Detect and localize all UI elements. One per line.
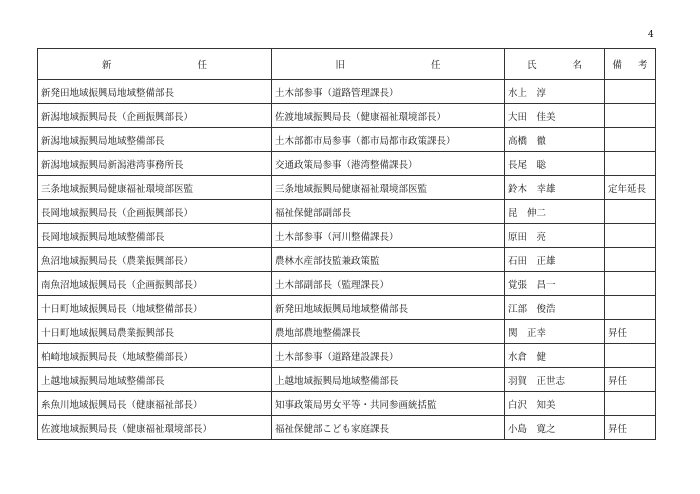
table-row: [38, 296, 656, 320]
name-cell: 昆 伸二: [505, 200, 605, 224]
remarks-cell: [605, 296, 656, 320]
table-row: [38, 224, 656, 248]
name-cell: 羽賀 正世志: [505, 368, 605, 392]
old-post-cell: 土木部副部長（監理課長）: [272, 272, 505, 296]
remarks-cell: [605, 344, 656, 368]
header-new-post: [38, 49, 272, 80]
remarks-cell: [605, 104, 656, 128]
new-post-cell: 新潟地域振興局地域整備部長: [38, 128, 272, 152]
old-post-cell: 交通政策局参事（港湾整備課長）: [272, 152, 505, 176]
name-cell: 覚張 昌一: [505, 272, 605, 296]
name-cell: 石田 正雄: [505, 248, 605, 272]
table-row: [38, 392, 656, 416]
new-post-cell: 十日町地域振興局長（地域整備部長）: [38, 296, 272, 320]
old-post-cell: 知事政策局男女平等・共同参画統括監: [272, 392, 505, 416]
table-row: [38, 344, 656, 368]
table-row: [38, 176, 656, 200]
personnel-table: [37, 48, 656, 440]
header-row: [38, 49, 656, 80]
name-cell: 関 正幸: [505, 320, 605, 344]
new-post-cell: 新潟地域振興局長（企画振興部長）: [38, 104, 272, 128]
name-cell: 小島 寛之: [505, 416, 605, 440]
remarks-cell: 定年延長: [605, 176, 656, 200]
old-post-cell: 佐渡地域振興局長（健康福祉環境部長）: [272, 104, 505, 128]
table-row: [38, 200, 656, 224]
header-remarks: [605, 49, 656, 80]
table-row: [38, 368, 656, 392]
old-post-cell: 新発田地域振興局地域整備部長: [272, 296, 505, 320]
new-post-cell: 魚沼地域振興局長（農業振興部長）: [38, 248, 272, 272]
header-remarks-char1: 備: [612, 60, 622, 71]
old-post-cell: 上越地域振興局地域整備部長: [272, 368, 505, 392]
page-number: 4: [648, 30, 654, 40]
new-post-cell: 長岡地域振興局長（企画振興部長）: [38, 200, 272, 224]
header-new-char2: 任: [197, 60, 208, 71]
new-post-cell: 佐渡地域振興局長（健康福祉環境部長）: [38, 416, 272, 440]
old-post-cell: 福祉保健部副部長: [272, 200, 505, 224]
old-post-cell: 農地部農地整備課長: [272, 320, 505, 344]
new-post-cell: 上越地域振興局地域整備部長: [38, 368, 272, 392]
header-old-char1: 旧: [335, 60, 345, 71]
old-post-cell: 農林水産部技監兼政策監: [272, 248, 505, 272]
remarks-cell: [605, 272, 656, 296]
remarks-cell: [605, 200, 656, 224]
new-post-cell: 十日町地域振興局農業振興部長: [38, 320, 272, 344]
table-row: [38, 320, 656, 344]
name-cell: 白沢 知美: [505, 392, 605, 416]
remarks-cell: [605, 224, 656, 248]
remarks-cell: [605, 128, 656, 152]
old-post-cell: 土木部参事（道路建設課長）: [272, 344, 505, 368]
new-post-cell: 糸魚川地域振興局長（健康福祉部長）: [38, 392, 272, 416]
remarks-cell: 昇任: [605, 416, 656, 440]
table-row: [38, 248, 656, 272]
name-cell: 鈴木 幸雄: [505, 176, 605, 200]
remarks-cell: [605, 392, 656, 416]
new-post-cell: 新潟地域振興局新潟港湾事務所長: [38, 152, 272, 176]
new-post-cell: 新発田地域振興局地域整備部長: [38, 80, 272, 104]
name-cell: 水倉 健: [505, 344, 605, 368]
table-row: [38, 416, 656, 440]
old-post-cell: 三条地域振興局健康福祉環境部医監: [272, 176, 505, 200]
header-old-post: [272, 49, 505, 80]
name-cell: 長尾 聡: [505, 152, 605, 176]
header-old-char2: 任: [431, 60, 441, 71]
header-remarks-char2: 考: [638, 60, 648, 71]
table-row: [38, 152, 656, 176]
table-row: [38, 80, 656, 104]
old-post-cell: 土木部都市局参事（都市局都市政策課長）: [272, 128, 505, 152]
table-row: [38, 128, 656, 152]
new-post-cell: 長岡地域振興局地域整備部長: [38, 224, 272, 248]
new-post-cell: 三条地域振興局健康福祉環境部医監: [38, 176, 272, 200]
header-new-char1: 新: [101, 60, 112, 71]
remarks-cell: [605, 248, 656, 272]
new-post-cell: 南魚沼地域振興局長（企画振興部長）: [38, 272, 272, 296]
name-cell: 水上 淳: [505, 80, 605, 104]
header-name-char1: 氏: [526, 60, 537, 71]
table-row: [38, 272, 656, 296]
table-row: [38, 104, 656, 128]
remarks-cell: 昇任: [605, 368, 656, 392]
name-cell: 江部 俊浩: [505, 296, 605, 320]
remarks-cell: [605, 80, 656, 104]
header-name: [505, 49, 605, 80]
old-post-cell: 土木部参事（河川整備課長）: [272, 224, 505, 248]
header-name-char2: 名: [572, 60, 583, 71]
name-cell: 原田 亮: [505, 224, 605, 248]
old-post-cell: 福祉保健部こども家庭課長: [272, 416, 505, 440]
remarks-cell: [605, 152, 656, 176]
new-post-cell: 柏崎地域振興局長（地域整備部長）: [38, 344, 272, 368]
remarks-cell: 昇任: [605, 320, 656, 344]
name-cell: 大田 佳美: [505, 104, 605, 128]
name-cell: 高橋 徹: [505, 128, 605, 152]
old-post-cell: 土木部参事（道路管理課長）: [272, 80, 505, 104]
